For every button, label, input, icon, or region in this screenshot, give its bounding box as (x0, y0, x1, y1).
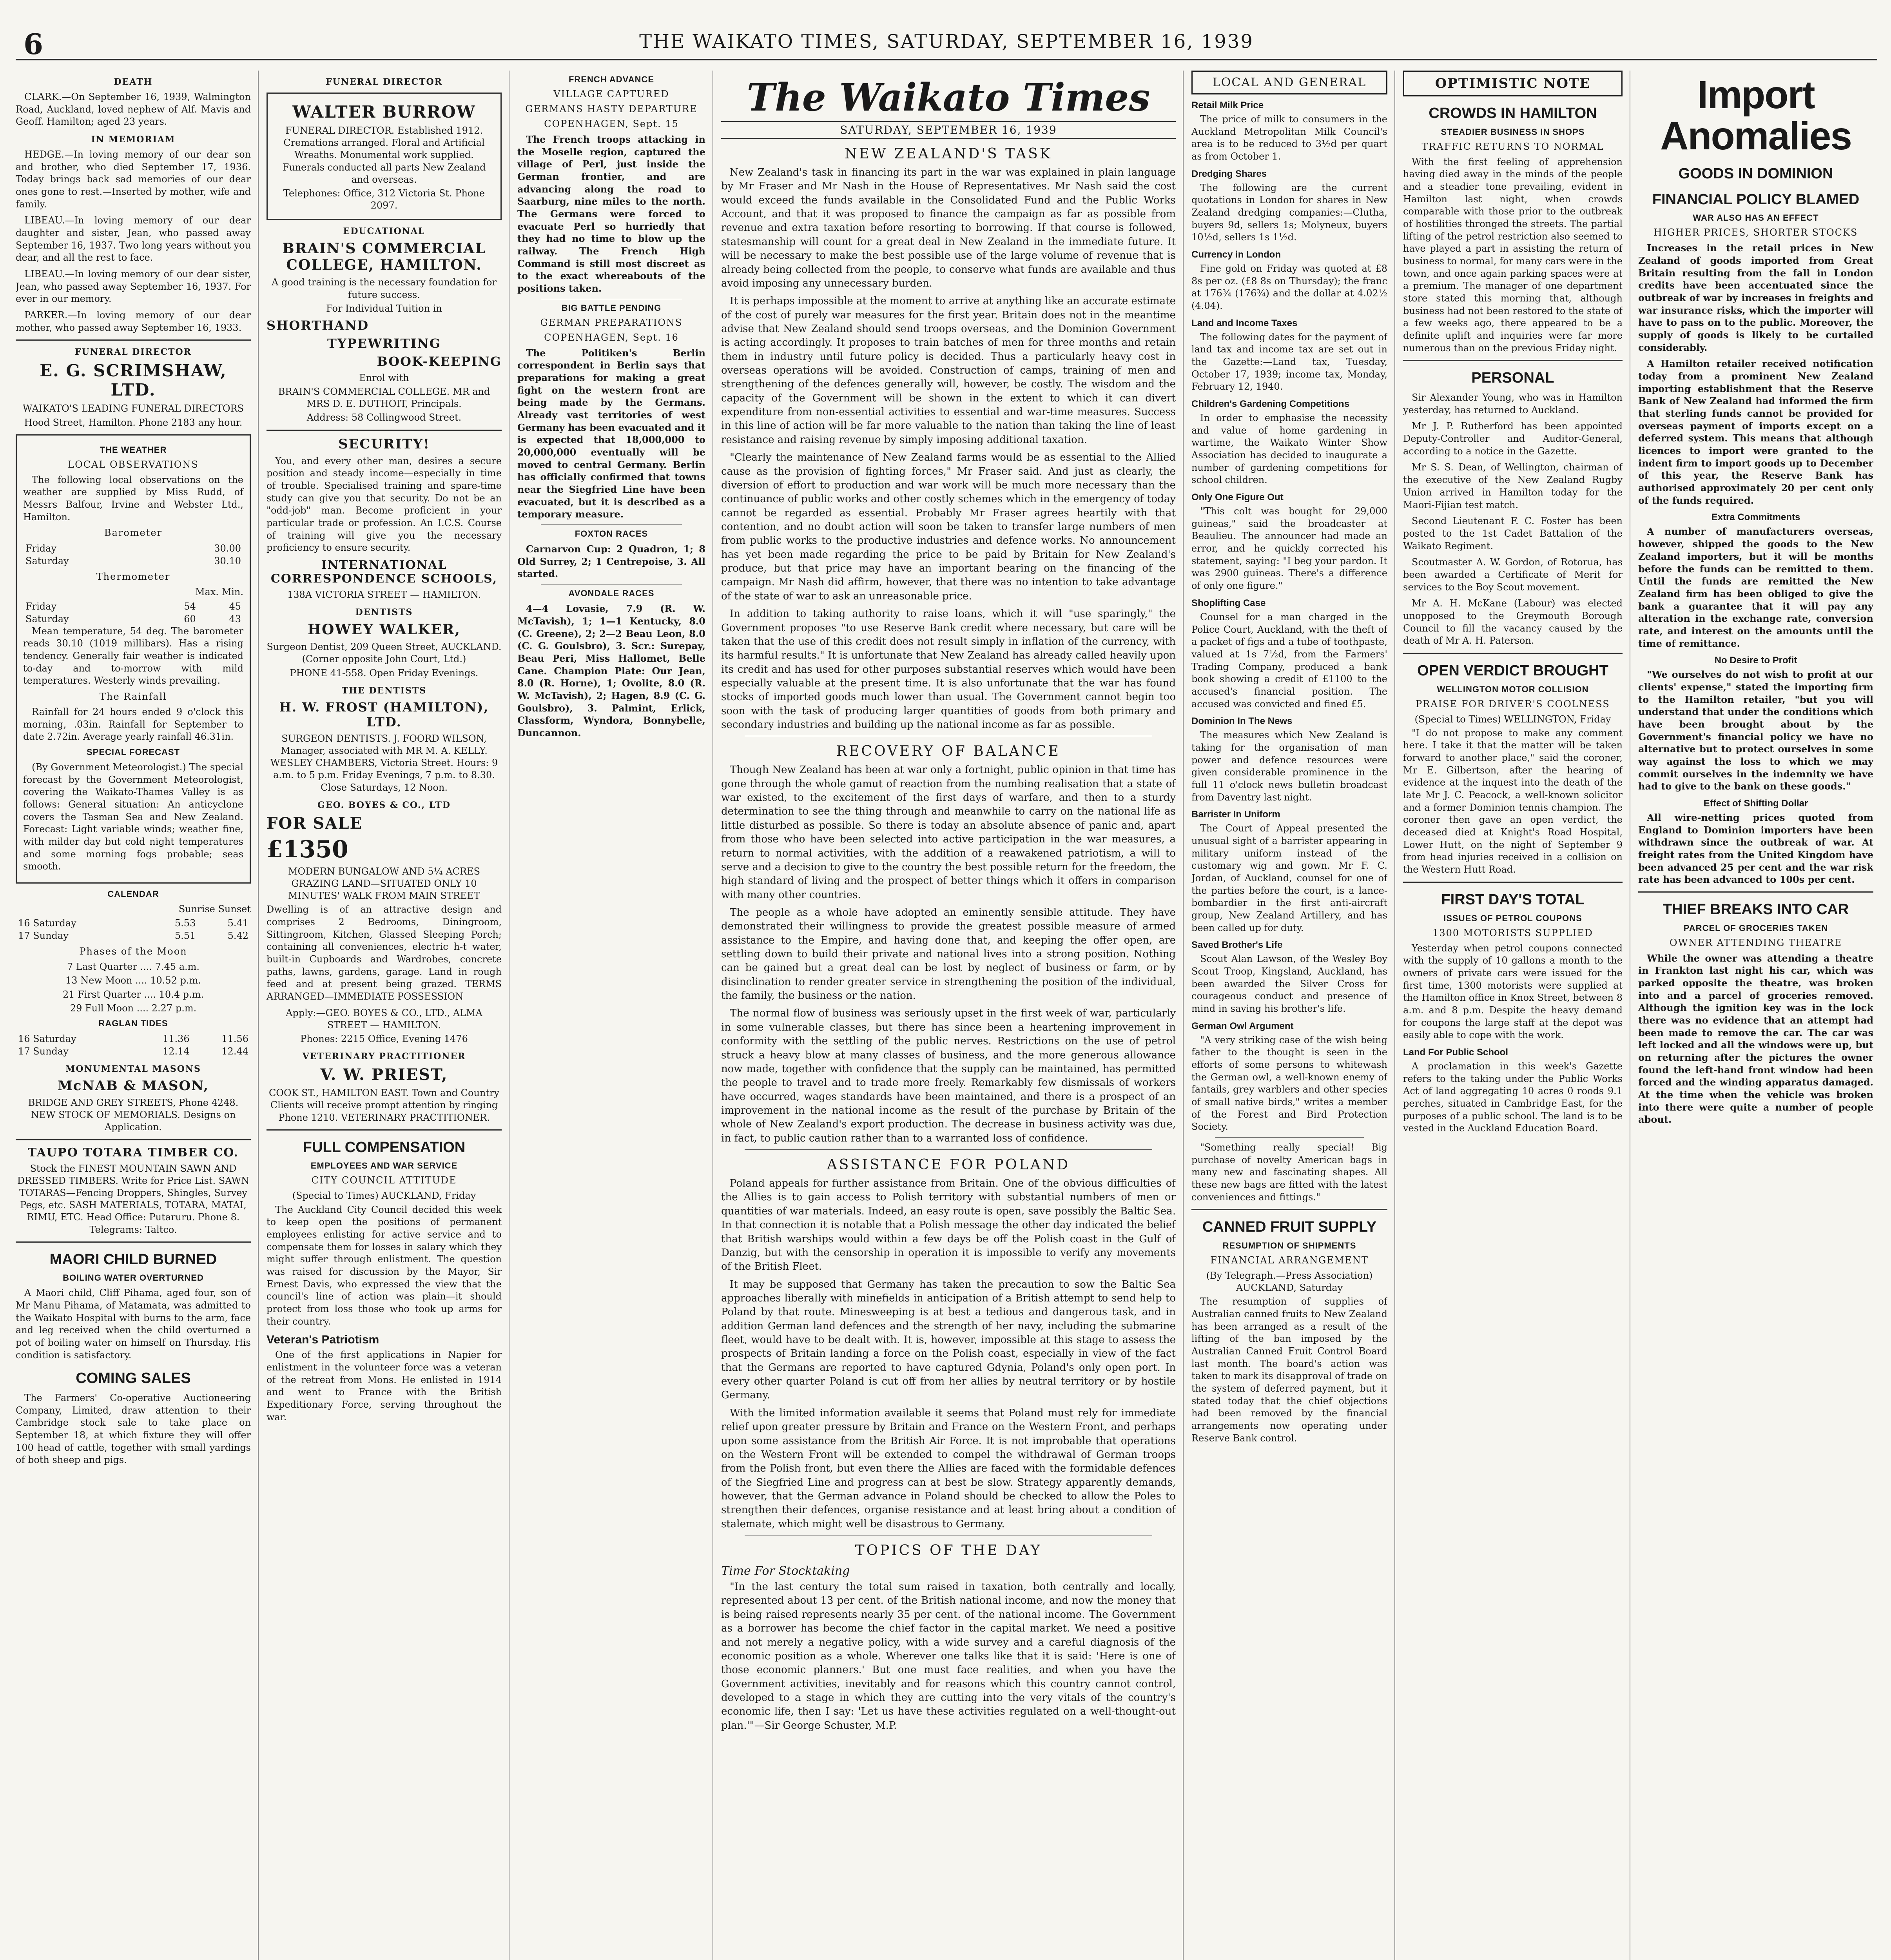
item-text: Scout Alan Lawson, of the Wesley Boy Scout Troop, Kingsland, Auckland, has been awarded the Silver Cross for courageous conduct and presence of mind in saving his brother's life. (1191, 953, 1387, 1014)
item-head: Currency in London (1191, 249, 1281, 260)
ics-address: 138A VICTORIA STREET — HAMILTON. (287, 589, 481, 600)
table-row: 17 Sunday 12.14 12.44 (18, 1046, 248, 1057)
walter-name: WALTER BURROW (292, 102, 476, 122)
special-forecast-text: (By Government Meteorologist.) The special forecast by the Government Meteorologist, covering the Waikato-Thames Valley is as follows: General situation: An anticyclone covers the Tasman Sea and New Zealand. Forecast: Light variable winds; weather fine, with milder day but cold night temperatures and some morning fogs probable; seas smooth. (23, 762, 243, 872)
item-head: Saved Brother's Life (1191, 940, 1283, 951)
subject-shorthand: SHORTHAND (267, 318, 369, 333)
howey-name: HOWEY WALKER, (307, 621, 461, 638)
bags-notice: "Something really special! Big purchase of novelty American bags in many new and fascinating shapes. All these new bags are fitted with the latest conveniences and fittings." (1191, 1142, 1387, 1203)
topics-headline: TOPICS OF THE DAY (855, 1543, 1042, 1559)
veteran-subhead: Veteran's Patriotism (267, 1333, 379, 1347)
verdict-subhead2: PRAISE FOR DRIVER'S COOLNESS (1416, 698, 1610, 710)
divider (16, 1241, 251, 1243)
maori-subhead: BOILING WATER OVERTURNED (63, 1273, 204, 1283)
table-row: Saturday 60 43 (25, 613, 241, 624)
divider (541, 524, 682, 525)
divider (1191, 1209, 1387, 1210)
first-day-article: Yesterday when petrol coupons connected with the supply of 10 gallons a month to the owners of private cars were issued for the first time, 1300 motorists were supplied at the Hamilton office in Knox Street, between 8 a.m. and 8 p.m. Despite the heavy demand for coupons the large staff at the depot was easily able to cope with the work. (1403, 942, 1623, 1041)
calendar-title: CALENDAR (107, 889, 159, 899)
scrimshaw-ad-address: Hood Street, Hamilton. Phone 2183 any hour. (24, 417, 243, 428)
canned-fruit-byline: (By Telegraph.—Press Association) AUCKLAND, Saturday (1206, 1270, 1373, 1294)
dentists-label: DENTISTS (355, 607, 413, 618)
dollar-paragraph: All wire-netting prices quoted from England to Dominion importers have been withdrawn since the outbreak of war. At freight rates from the United Kingdom have been advanced 25 per cent and the war risk rate has been advanced to 100s per cent. (1638, 811, 1873, 886)
import-lead: Increases in the retail prices in New Zealand of goods imported from Great Britain resulting from the fall in London credits have been accentuated since the outbreak of war by increases in freights and war insurance risks, which the importer will have to pass on to the public. Moreover, the supply of goods is likely to be curtailed considerably. (1638, 242, 1873, 353)
item-head: Children's Gardening Competitions (1191, 399, 1350, 410)
personal-item: Mr A. H. McKane (Labour) was elected unopposed to the Greymouth Borough Council to fill the vacancy caused by the death of Mr A. H. Paterson. (1403, 598, 1623, 646)
item-text: The following are the current quotations in London for shares in New Zealand dredging companies:—Clutha, buyers 9d, sellers 1s; Molyneux, buyers 10½d, sellers 1s 1½d. (1191, 182, 1387, 243)
french-subhead: GERMANS HASTY DEPARTURE (525, 103, 698, 114)
divider (1215, 1137, 1364, 1138)
column-3 (517, 71, 705, 743)
memoriam-notice: HEDGE.—In loving memory of our dear son and brother, who died September 17, 1936. Today brings back sad memories of our dear ones gone to rest.—Inserted by mother, wife and family. (16, 149, 251, 210)
personal-item: Second Lieutenant F. C. Foster has been posted to the 1st Cadet Battalion of the Waikato Regiment. (1403, 515, 1623, 552)
page-number: 6 (24, 27, 44, 61)
avondale-label: AVONDALE RACES (568, 588, 655, 599)
subject-typewriting: TYPEWRITING (327, 336, 441, 351)
page-header (16, 24, 1877, 60)
dollar-subhead: Effect of Shifting Dollar (1703, 798, 1808, 809)
masons-label: MONUMENTAL MASONS (65, 1064, 201, 1074)
local-general-title-box (1191, 71, 1387, 94)
memoriam-notice: LIBEAU.—In loving memory of our dear daughter and sister, Jean, who passed away September 16, 1937. Two long years without you dear, and all the rest to face. (16, 215, 251, 263)
item-text: The Court of Appeal presented the unusual sight of a barrister appearing in military uniform instead of the customary wig and gown. Mr F. C. Jordan, of Auckland, counsel for one of the parties before the court, is a lance-bombardier in the first anti-aircraft group, New Zealand Artillery, and has been called up for duty. (1191, 823, 1387, 933)
item-head: Land and Income Taxes (1191, 318, 1298, 328)
import-subhead: GOODS IN DOMINION (1678, 165, 1833, 182)
divider (16, 339, 251, 341)
walter-burrow-ad (267, 93, 502, 220)
task-paragraph: In addition to taking authority to raise loans, which it will "use sparingly," the Government proposes "to use Reserve Bank credit where necessary, but care will be taken that the use of this credit does not result simply in inflation of the currency, with its harmful results." It is unfortunate that New Zealand has already called heavily upon its credit and has used for other purposes substantial reserves which would have been especially valuable at the present time. It is also unfortunate that the war has found stocks of imported goods much lower than usual. The Government cannot begin too soon with the task of producing larger quantities of goods from both primary and secondary industries and building up the national income as far as possible. (721, 608, 1176, 731)
item-text: In order to emphasise the necessity and value of home gardening in wartime, the Waikato Winter Show Association has decided to inaugurate a number of gardening competitions for school children. (1191, 412, 1387, 486)
weather-box (16, 434, 251, 884)
howey-text: Surgeon Dentist, 209 Queen Street, AUCKLAND. (Corner opposite John Court, Ltd.) (267, 641, 502, 665)
brain-address: Address: 58 Collingwood Street. (306, 412, 462, 423)
brain-enrol: Enrol with (359, 372, 409, 383)
task-headline: NEW ZEALAND'S TASK (845, 146, 1052, 162)
first-day-subhead: ISSUES OF PETROL COUPONS (1443, 913, 1582, 923)
table-row: 16 Saturday 11.36 11.56 (18, 1033, 248, 1045)
sale-phones: Phones: 2215 Office, Evening 1476 (300, 1033, 468, 1044)
canned-fruit-subhead2: FINANCIAL ARRANGEMENT (1210, 1255, 1369, 1266)
compensation-headline: FULL COMPENSATION (303, 1139, 466, 1156)
import-paragraph: A Hamilton retailer received notification today from a prominent New Zealand importing establishment that the Reserve Bank of New Zealand had informed the firm that sterling funds cannot be provided for overseas payment of imports except on a deferred system. This means that although licences to import were granted to the indent firm to import goods up to December of this year, the Reserve Bank has authorised approximately 20 per cent only of the funds required. (1638, 358, 1873, 506)
land-article: A proclamation in this week's Gazette refers to the taking under the Public Works Act of land aggregating 10 acres 0 roods 9.1 perches, situated in Cambridge East, for the purposes of a public school. The land is to be vested in the Auckland Education Board. (1403, 1060, 1623, 1134)
death-notice: CLARK.—On September 16, 1939, Walmington Road, Auckland, loved nephew of Alf. Mavis and Geoff. Hamilton; aged 23 years. (16, 91, 251, 127)
frost-text: SURGEON DENTISTS. J. FOORD WILSON, Manager, associated with MR M. A. KELLY. WESLEY CHAMBERS, Victoria Street. Hours: 9 a.m. to 5 p.m. Friday Evenings, 7 p.m. to 8.30. Close Saturdays, 12 Noon. (270, 733, 498, 793)
brain-principals: BRAIN'S COMMERCIAL COLLEGE. MR and MRS D. E. DUTHOIT, Principals. (278, 386, 490, 410)
sale-apply: Apply:—GEO. BOYES & CO., LTD., ALMA STREET — HAMILTON. (286, 1007, 482, 1031)
poland-paragraph: It may be supposed that Germany has taken the precaution to sow the Baltic Sea approaches liberally with minefields in anticipation of a British attempt to send help to Poland by that route. Minesweeping is at best a tedious and dangerous task, and in addition German land defences and the strength of her navy, including the submarine fleet, would have to be dealt with. It is, however, impossible at this stage to assess the prospects of Britain landing a force on the Polish coast, especially in view of the fact that the Germans are reported to have captured Gdynia, Poland's only open port. In every other quarter Poland is cut off from her allies by neutral territory or by hostile Germany. (721, 1278, 1176, 1401)
coming-sales-article: The Farmers' Co-operative Auctioneering Company, Limited, draw attention to their Cambridge stock sale to take place on September 18, at which fixture they will offer 100 head of cattle, together with small yardings of both sheep and pigs. (16, 1392, 251, 1466)
first-day-headline: FIRST DAY'S TOTAL (1441, 891, 1585, 908)
security-title: SECURITY! (338, 436, 430, 452)
french-subhead: VILLAGE CAPTURED (553, 89, 669, 100)
item-head: Dredging Shares (1191, 168, 1267, 179)
task-paragraph: "Clearly the maintenance of New Zealand farms would be as essential to the Allied cause as the provision of fighting forces," Mr Fraser said. And just as clearly, the diversion of effort to production and war work will be much more necessary than the continuance of public works and other costly schemes which in the emergency of today cannot be regarded as essential. Probably Mr Fraser agrees heartily with that contention, and no doubt action will soon be taken to transfer large numbers of men from public works to the productive industries and defence works. No announcement has yet been made regarding the price to be paid by Britain for New Zealand's produce, but that price may have an important bearing on the financing of the campaign. Mr Nash did affirm, however, that there was no intention to take advantage of the state of war to ask an unreasonable price. (721, 452, 1176, 602)
personal-item: Scoutmaster A. W. Gordon, of Rotorua, has been awarded a Certificate of Merit for services to the Boy Scout movement. (1403, 557, 1623, 593)
column-1 (16, 71, 251, 1470)
security-text: You, and every other man, desires a secure position and steady income—especially in time of trouble. Specialised training and spare-time study can give you that security. Do not be an "odd-job" man. Become proficient in your particular trade or profession. An I.C.S. Course of training will give you the necessary proficiency to ensure security. (267, 455, 502, 554)
brain-slogan: A good training is the necessary foundation for future success. (272, 277, 497, 300)
poland-paragraph: With the limited information available it seems that Poland must rely for immediate relief upon greater pressure by Britain and France on the Western Front, and perhaps upon some assistance from the British Air Force. It is not improbable that operations on the Western Front will be extended to compel the withdrawal of German troops from the Polish front, but even there the Allies are faced with the formidable defences of the Siegfried Line and progress can at best be slow. Strategy apparently demands, however, that the German advance in Poland should be checked to allow the Poles to strengthen their defences, organise resistance and at least bring about a condition of stalemate, which might well be disastrous to Germany. (721, 1407, 1176, 1530)
the-dentists-label: THE DENTISTS (341, 685, 427, 696)
timber-text: Stock the FINEST MOUNTAIN SAWN AND DRESSED TIMBERS. Write for Price List. SAWN TOTARAS—Fencing Droppers, Shingles, Survey Pegs, etc. SASH MATERIALS, TOTARA, MATAI, RIMU, ETC. Head Office: Putaruru. Phone 8. Telegrams: Taltco. (17, 1163, 250, 1235)
optimistic-article: With the first feeling of apprehension having died away in the minds of the people and a steadier tone prevailing, evident in Hamilton last night, when crowds comparable with those prior to the outbreak of hostilities thronged the streets. The partial lifting of the petrol restriction also seemed to have played a part in assisting the return of business to normal, for many cars were in the town, and once again parking spaces were at a premium. The manager of one department store stated this morning that, although business had not been restored to the state of a few weeks ago, there appeared to be a definite uplift and inquiries were far more numerous than on the previous Friday night. (1403, 156, 1623, 354)
thief-subhead: PARCEL OF GROCERIES TAKEN (1683, 923, 1828, 933)
personal-item: Sir Alexander Young, who was in Hamilton yesterday, has returned to Auckland. (1403, 392, 1623, 416)
canned-fruit-headline: CANNED FRUIT SUPPLY (1202, 1219, 1377, 1236)
masons-name: McNAB & MASON, (58, 1078, 209, 1094)
divider (1403, 882, 1623, 883)
walter-phone: Telephones: Office, 312 Victoria St. Phone 2097. (283, 187, 485, 211)
extra-subhead: Extra Commitments (1711, 512, 1800, 523)
death-label: DEATH (114, 77, 153, 87)
coming-sales-headline: COMING SALES (76, 1370, 191, 1387)
divider (1403, 653, 1623, 654)
divider (1638, 891, 1873, 893)
task-paragraph: It is perhaps impossible at the moment to arrive at anything like an accurate estimate of the cost of purely war measures for the first year. Britain does not in the meantime advise that New Zealand should send troops overseas, and the Dominion Government is acting accordingly. It proposes to train batches of men for three months and retain them in industry until future policy is decided. Thus a particularly heavy cost in overseas operations will be avoided. Construction of camps, training of men and strengthening of the defences generally will, however, be costly. The wisdom and the capacity of the Government will be shown in the extent to which it can divert expenditure from non-essential activities to essential and war-time measures. Success in this line of action will be far more valuable to the nation than taking the line of least resistance and raising revenue by simply imposing additional taxation. (721, 295, 1176, 446)
foxton-results: Carnarvon Cup: 2 Quadron, 1; 8 Old Surrey, 2; 1 Centrepoise, 3. All started. (517, 543, 705, 580)
vet-name: V. W. PRIEST, (320, 1065, 448, 1084)
for-sale-heading: FOR SALE (267, 814, 363, 833)
geo-boyes-label: GEO. BOYES & CO., LTD (317, 800, 451, 810)
avondale-results: 4—4 Lovasie, 7.9 (R. W. McTavish), 1; 1—1 Kentucky, 8.0 (C. Greene), 2; 2—2 Beau Leon, 8.0 (C. G. Goulsbro), 3. Scr.: Surepay, Beau Peri, Miss Hallomet, Belle Cane. Champion Plate: Our Jean, 8.0 (R. Horne), 1; Ovolite, 8.0 (R. W. McTavish), 2; Hagen, 8.9 (C. G. Goulsbro), 3. Palmint, Erlick, Classform, Wyndora, Bonnybelle, Duncannon. (517, 603, 705, 739)
compensation-subhead: EMPLOYEES AND WAR SERVICE (310, 1161, 458, 1171)
item-text: The measures which New Zealand is taking for the organisation of man power and defence resources were given considerable prominence in the full 11 o'clock news bulletin broadcast from Daventry last night. (1191, 730, 1387, 803)
item-text: Fine gold on Friday was quoted at £8 8s per oz. (£8 8s on Thursday); the franc at 176¾ (176¾) and the dollar at 4.02½ (4.04). (1191, 263, 1387, 312)
compensation-subhead2: CITY COUNCIL ATTITUDE (311, 1175, 457, 1186)
column-2 (267, 71, 502, 1427)
divider (745, 1149, 1152, 1150)
foxton-label: FOXTON RACES (575, 529, 648, 539)
item-text: "A very striking case of the wish being father to the thought is seen in the efforts of some persons to whitewash the German owl, a well-known enemy of fantails, grey warblers and other species of small native birds," writes a member of the Forest and Bird Protection Society. (1191, 1034, 1387, 1132)
topics-paragraph: "In the last century the total sum raised in taxation, both centrally and locally, represented about 13 per cent. of the British national income, and now the money that is being raised represents nearly 35 per cent. of the national income. The Government as a borrower has become the chief factor in the capital market. We need a positive and not merely a negative policy, with a wide survey and a careful diagnosis of the economic position as a whole. Wherever one talks like that it is said: 'Here is one of those economic planners.' But one must face realities, and when you have the Government activities, inevitably and for reasons which this country cannot control, developed to a stage in which they are cutting into the very vitals of the country's economic life, then I say: 'Let us have these activities regulated on a well-thought-out plan.'"—Sir George Schuster, M.P. (721, 1581, 1176, 1731)
moon-label: Phases of the Moon (79, 946, 187, 957)
personal-headline: PERSONAL (1471, 370, 1554, 387)
task-paragraph: New Zealand's task in financing its part in the war was explained in plain language by Mr Fraser and Mr Nash in the House of Representatives. Mr Nash said the cost would exceed the funds available in the Consolidated Fund and the Public Works Account, and that it was proposed to finance the campaign as far as possible from revenue and extra taxation before resorting to borrowing. If that course is followed, statesmanship will count for a great deal in New Zealand in the immediate future. It will be necessary to make the best possible use of the large volume of revenue that is already being collected from the people, to conserve what funds are available and thus avoid imposing any unnecessary burden. (721, 167, 1176, 289)
masthead-line: THE WAIKATO TIMES, SATURDAY, SEPTEMBER 16, 1939 (639, 31, 1254, 53)
weather-subtitle: LOCAL OBSERVATIONS (68, 459, 199, 470)
scrimshaw-ad-name: E. G. SCRIMSHAW, LTD. (40, 361, 227, 400)
import-headline: Import Anomalies (1660, 73, 1851, 158)
item-head: Barrister In Uniform (1191, 809, 1280, 820)
funeral-label: FUNERAL DIRECTOR (75, 347, 192, 358)
verdict-article: "I do not propose to make any comment here. I take it that the matter will be taken forward to another place," said the coroner, Mr E. Gilbertson, after the hearing of evidence at the inquest into the death of the late Mr J. C. Peacock, a well-known solicitor and a former Dominion tennis champion. The coroner then gave an open verdict, the deceased died at Knight's Road Hospital, Lower Hutt, on the night of September 9 from head injuries received in a collision on the Western Hutt Road. (1403, 727, 1623, 875)
item-text: "This colt was bought for 29,000 guineas," said the broadcaster at Beaulieu. The announcer had made an error, and he quickly corrected his statement, saying: "I beg your pardon. It was 2900 guineas. There's a difference of only one figure." (1191, 506, 1387, 592)
thermometer-header: Max. Min. (195, 586, 243, 598)
recovery-paragraph: The people as a whole have adopted an eminently sensible attitude. They have demonstrated their willingness to provide the greatest possible measure of armed assistance to the Empire, and having done that, and keeping the offer open, are settling down to build their private and national lives into a strong position. Nothing can be gained but a great deal can be lost by neglect of business or farm, or by disinclination to render greater service in strengthening the position of the individual, the family, the business or the nation. (721, 906, 1176, 1002)
battle-article: The Politiken's Berlin correspondent in Berlin says that preparations for making a great fight on the western front are being made by the Germans. Already vast territories of west Germany has been evacuated and it is expected that 18,000,000 to 20,000,000 eventually will be moved to central Germany. Berlin has officially confirmed that towns near the Siegfried Line have been evacuated, but it is described as a temporary measure. (517, 347, 705, 520)
rainfall-label: The Rainfall (100, 691, 167, 702)
french-dateline: COPENHAGEN, Sept. 15 (544, 118, 679, 129)
item-text: The price of milk to consumers in the Auckland Metropolitan Milk Council's area is to be reduced to 3½d per quart as from October 1. (1191, 114, 1387, 162)
paper-title: The Waikato Times (747, 75, 1150, 120)
table-row: 16 Saturday 5.53 5.41 (18, 918, 248, 929)
local-general-title: LOCAL AND GENERAL (1212, 76, 1367, 89)
poland-headline: ASSISTANCE FOR POLAND (827, 1157, 1070, 1173)
land-subhead: Land For Public School (1403, 1047, 1508, 1058)
battle-subhead: GERMAN PREPARATIONS (540, 317, 683, 328)
timber-name: TAUPO TOTARA TIMBER CO. (27, 1145, 239, 1160)
verdict-subhead: WELLINGTON MOTOR COLLISION (1437, 684, 1589, 694)
weather-notes: Mean temperature, 54 deg. The barometer reads 30.10 (1019 millibars). Has a rising tendency. Generally fair weather is indicated to-day and to-morrow with mild temperatures. Westerly winds prevailing. (23, 625, 243, 686)
battle-headline: BIG BATTLE PENDING (561, 303, 662, 313)
column-4-editorial (721, 71, 1176, 1737)
calendar-header: Sunrise Sunset (178, 904, 251, 915)
table-row: Friday 30.00 (25, 543, 241, 554)
barometer-table (23, 542, 243, 567)
funeral-label: FUNERAL DIRECTOR (326, 77, 442, 87)
no-desire-paragraph: "We ourselves do not wish to profit at our clients' expense," stated the importing firm to the Hamilton retailer, "but you will understand that under the conditions which have been brought about by the Government's financial policy we have no alternative but to protect ourselves in some way against the loss to which we may commit ourselves in the indemnity we have had to give to the bank on these goods." (1638, 669, 1873, 792)
special-forecast-title: SPECIAL FORECAST (86, 747, 180, 757)
brain-college-name: BRAIN'S COMMERCIAL COLLEGE, HAMILTON. (282, 240, 486, 274)
moon-row: 29 Full Moon .... 2.27 p.m. (70, 1002, 197, 1014)
item-head: Shoplifting Case (1191, 597, 1266, 608)
thief-article: While the owner was attending a theatre in Frankton last night his car, which was parked opposite the theatre, was broken into and a parcel of groceries removed. Although the ignition key was in the lock there was no evidence that an attempt had been made to remove the car. The car was left locked and all the windows were up, but on returning after the pictures the owner found the left-hand front window had been forced and the winding apparatus damaged. At the time when the vehicle was broken into there were quite a number of people about. (1638, 952, 1873, 1125)
thermometer-table (23, 600, 243, 625)
recovery-paragraph: The normal flow of business was seriously upset in the first week of war, particularly in some vulnerable classes, but there has since been a heartening improvement in conformity with the settling of the public nerves. Restrictions on the use of petrol struck a heavy blow at many classes of business, and the more generous allowance now made, together with confidence that the supply can be maintained, has permitted the people to travel and to trade more freely. Remarkably few dismissals of workers have occurred, wages standards have been maintained, and there is a prospect of an improvement in the national income as the result of the purchase by Britain of the whole of New Zealand's export production. The decrease in business activity was due, in fact, to public caution rather than to a warranted loss of confidence. (721, 1007, 1176, 1144)
column-5 (1191, 71, 1387, 1449)
item-head: Retail Milk Price (1191, 100, 1264, 111)
moon-row: 21 First Quarter .... 10.4 p.m. (62, 989, 204, 1000)
memoriam-label: IN MEMORIAM (91, 134, 176, 145)
divider (1403, 360, 1623, 361)
howey-phone: PHONE 41-558. Open Friday Evenings. (290, 667, 479, 679)
optimistic-headline: CROWDS IN HAMILTON (1429, 105, 1597, 122)
tides-table (16, 1033, 251, 1058)
masons-text: BRIDGE AND GREY STREETS, Phone 4248. NEW STOCK OF MEMORIALS. Designs on Application. (28, 1097, 239, 1133)
calendar-table (16, 917, 251, 942)
ics-name: INTERNATIONAL CORRESPONDENCE SCHOOLS, (270, 558, 498, 586)
recovery-paragraph: Though New Zealand has been at war only a fortnight, public opinion in that time has gone through the whole gamut of reaction from the numbing realisation that a state of war existed, to the excitement of the first days of warfare, and then to a sturdy determination to see the thing through and meanwhile to carry on the national life as little disturbed as possible. So there is today an absolute absence of panic and, apart from those who have been selected into active participation in the war measures, a return to normal activities, with the addition of a reawakened patriotism, a will to serve and a decision to give to the country the best possible return for the freedom, the high standard of living and the prospect of better things which it offers in comparison with many other countries. (721, 764, 1176, 901)
verdict-byline: (Special to Times) WELLINGTON, Friday (1414, 713, 1611, 725)
column-6 (1403, 71, 1623, 1139)
optimistic-title: OPTIMISTIC NOTE (1435, 76, 1591, 91)
compensation-byline: (Special to Times) AUCKLAND, Friday (292, 1190, 476, 1201)
recovery-headline: RECOVERY OF BALANCE (836, 743, 1061, 760)
battle-dateline: COPENHAGEN, Sept. 16 (544, 332, 679, 343)
rainfall-text: Rainfall for 24 hours ended 9 o'clock this morning, .03in. Rainfall for September to date 2.72in. Average yearly rainfall 46.31in. (23, 706, 243, 742)
extra-paragraph: A number of manufacturers overseas, however, shipped the goods to the New Zealand importers, but it will be months before the funds can be remitted to them. Until the funds are remitted the New Zealand firm has been obliged to give the bank a guarantee that it will pay any alteration in the exchange rate, conversion rate, and interest on the amounts until the time of remittance. (1638, 526, 1873, 649)
no-desire-subhead: No Desire to Profit (1714, 655, 1797, 666)
memoriam-notice: LIBEAU.—In loving memory of our dear sister, Jean, who passed away September 16, 1937. For ever in our memory. (16, 269, 251, 305)
item-head: Dominion In The News (1191, 716, 1293, 727)
item-head: German Owl Argument (1191, 1020, 1294, 1031)
canned-fruit-subhead: RESUMPTION OF SHIPMENTS (1222, 1241, 1356, 1251)
optimistic-subhead2: TRAFFIC RETURNS TO NORMAL (1421, 141, 1604, 152)
column-rule (1183, 71, 1184, 1960)
maori-headline: MAORI CHILD BURNED (49, 1251, 217, 1268)
compensation-article: The Auckland City Council decided this week to keep open the positions of permanent employees enlisting for active service and to compensate them for losses in salary which they might suffer through enlistment. The question was raised for discussion by the Mayor, Sir Ernest Davis, who expressed the view that the council's line of action was plain—it should protect from loss those who took up arms for their country. (267, 1204, 502, 1327)
weather-intro: The following local observations on the weather are supplied by Miss Rudd, of Messrs Balfour, Irvine and Webster Ltd., Hamilton. (23, 474, 243, 523)
column-rule (1394, 71, 1395, 1960)
weather-title: THE WEATHER (100, 445, 167, 455)
memoriam-notice: PARKER.—In loving memory of our dear mother, who passed away September 16, 1933. (16, 310, 251, 333)
vet-label: VETERINARY PRACTITIONER (302, 1051, 466, 1062)
optimistic-subhead: STEADIER BUSINESS IN SHOPS (1441, 127, 1585, 137)
maori-article: A Maori child, Cliff Pihama, aged four, son of Mr Manu Pihama, of Matamata, was admitted to the Waikato Hospital with burns to the arm, face and leg received when the child overturned a pot of boiling water on himself on Thursday. His condition is satisfactory. (16, 1287, 251, 1361)
personal-item: Mr J. P. Rutherford has been appointed Deputy-Controller and Auditor-General, according to a notice in the Gazette. (1403, 421, 1623, 457)
educational-label: EDUCATIONAL (343, 226, 425, 237)
subject-bookkeeping: BOOK-KEEPING (377, 354, 502, 369)
thermometer-label: Thermometer (96, 571, 170, 583)
item-text: The following dates for the payment of land tax and income tax are set out in the Gazette:—Land tax, Tuesday, October 17, 1939; income tax, Monday, February 12, 1940. (1191, 331, 1387, 392)
sale-price: £1350 (267, 835, 348, 863)
vet-text: COOK ST., HAMILTON EAST. Town and Country Clients will receive prompt attention by ringing Phone 1210. VETERINARY PRACTITIONER. (268, 1087, 500, 1123)
table-row: Saturday 30.10 (25, 555, 241, 567)
topics-subhead: Time For Stocktaking (721, 1564, 850, 1578)
divider (267, 430, 502, 431)
french-headline: FRENCH ADVANCE (568, 74, 655, 84)
moon-row: 7 Last Quarter .... 7.45 a.m. (67, 961, 200, 973)
column-7 (1638, 71, 1873, 1130)
column-rule (258, 71, 259, 1960)
first-day-subhead2: 1300 MOTORISTS SUPPLIED (1432, 927, 1593, 938)
frost-name: H. W. FROST (HAMILTON), LTD. (279, 699, 489, 730)
import-subhead-2: FINANCIAL POLICY BLAMED (1652, 191, 1860, 208)
sale-text: Dwelling is of an attractive design and comprises 2 Bedrooms, Diningroom, Sittingroom, Kitchen, Glassed Sleeping Porch; containing all conveniences, electric h-t water, built-in Cupboards and Wardrobes, concrete paths, lawns, gardens, garage. Land in rough feed and at present being grazed. TERMS ARRANGED—IMMEDIATE POSSESSION (267, 904, 502, 1002)
thief-headline: THIEF BREAKS INTO CAR (1663, 901, 1849, 918)
french-article: The French troops attacking in the Moselle region, captured the village of Perl, just inside the German frontier, and are advancing along the road to Saarburg, nine miles to the north. The Germans were forced to evacuate Perl so hurriedly that they had no time to blow up the railway. The French High Command is still most discreet as to the exact whereabouts of the positions taken. (517, 134, 705, 294)
scrimshaw-ad-line: WAIKATO'S LEADING FUNERAL DIRECTORS (22, 403, 244, 414)
verdict-headline: OPEN VERDICT BROUGHT (1417, 662, 1608, 679)
divider (267, 1129, 502, 1131)
item-head: Only One Figure Out (1191, 492, 1284, 503)
optimistic-title-box (1403, 71, 1623, 96)
poland-paragraph: Poland appeals for further assistance from Britain. One of the obvious difficulties of the Allies is to gain access to Polish territory with substantial numbers of men or quantities of war materials. Indeed, an easy route is open, save possibly the Baltic Sea. In that connection it is notable that a Polish message the other day indicated the belief that British warships would within a few days be off the Polish coast in the Gulf of Danzig, but with the censorship in operation it is impossible to verify any movements of the British Fleet. (721, 1178, 1176, 1273)
divider (16, 1139, 251, 1140)
walter-text: FUNERAL DIRECTOR. Established 1912. Cremations arranged. Floral and Artificial Wreaths. Monumental work supplied. Funerals conducted all parts New Zealand and overseas. (282, 125, 486, 185)
table-row: 17 Sunday 5.51 5.42 (18, 930, 248, 942)
veteran-article: One of the first applications in Napier for enlistment in the volunteer force was a veteran of the retreat from Mons. He enlisted in 1914 and went to France with the British Expeditionary Force, serving throughout the war. (267, 1349, 502, 1423)
moon-row: 13 New Moon .... 10.52 p.m. (65, 975, 201, 986)
personal-item: Mr S. S. Dean, of Wellington, chairman of the executive of the New Zealand Rugby Union arrived in Hamilton today for the Maori-Fijian test match. (1403, 462, 1623, 510)
thief-subhead2: OWNER ATTENDING THEATRE (1669, 937, 1842, 948)
sale-title: MODERN BUNGALOW AND 5¼ ACRES GRAZING LAND—SITUATED ONLY 10 MINUTES' WALK FROM MAIN STREET (288, 866, 480, 902)
import-subhead-4: HIGHER PRICES, SHORTER STOCKS (1653, 227, 1858, 238)
canned-fruit-article: The resumption of supplies of Australian canned fruits to New Zealand has been arranged as a result of the lifting of the ban imposed by the Australian Canned Fruit Control Board last month. The board's action was taken to mark its disapproval of trade on the system of deferred payment, but it stated today that the chief objections had been removed by the financial arrangements now operating under Reserve Bank control. (1191, 1296, 1387, 1444)
item-text: Counsel for a man charged in the Police Court, Auckland, with the theft of a packet of figs and a tube of toothpaste, valued at 1s 7½d, from the Farmers' Trading Company, produced a bank book showing a credit of £1100 to the accused's financial position. The accused was convicted and fined £5. (1191, 611, 1387, 710)
tides-label: RAGLAN TIDES (98, 1018, 168, 1029)
barometer-label: Barometer (104, 527, 163, 539)
import-subhead-3: WAR ALSO HAS AN EFFECT (1693, 213, 1819, 223)
table-row: Friday 54 45 (25, 601, 241, 612)
editorial-dateline: SATURDAY, SEPTEMBER 16, 1939 (721, 121, 1176, 139)
brain-tuition: For Individual Tuition in (326, 303, 442, 314)
